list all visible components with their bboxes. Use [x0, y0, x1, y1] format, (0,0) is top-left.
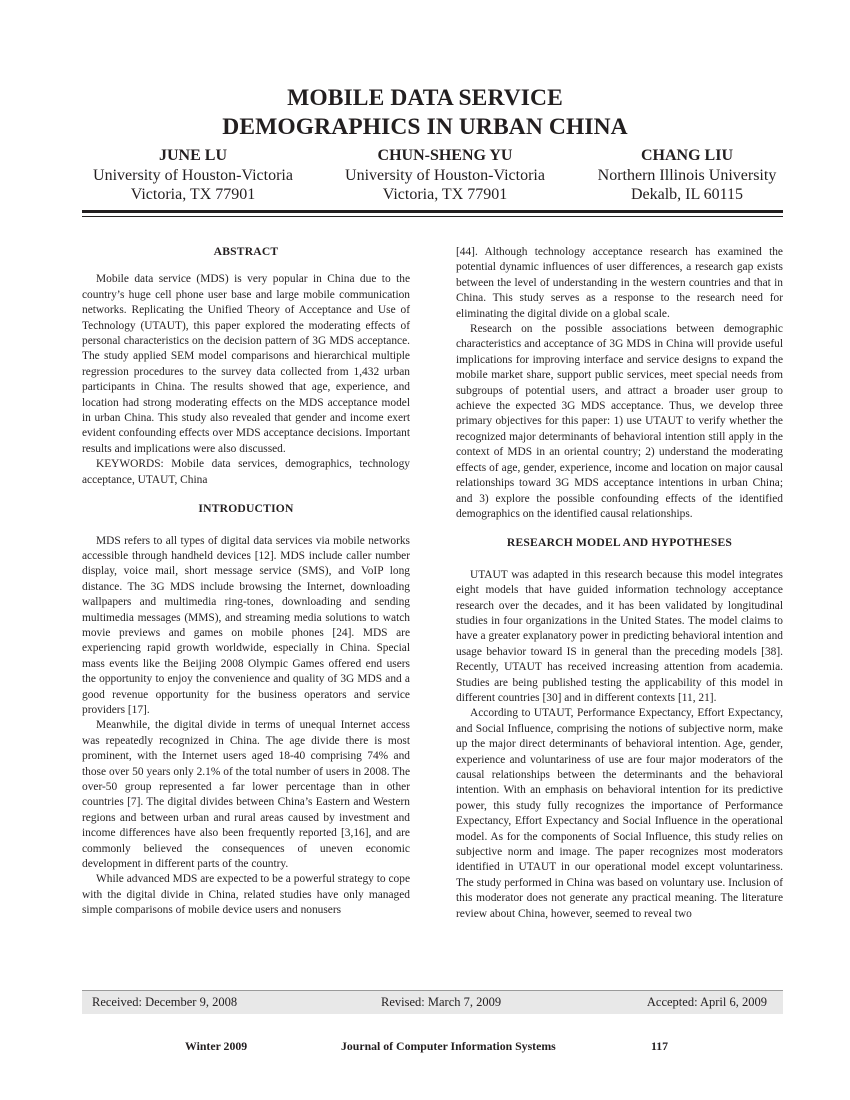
right-paragraph-2: Research on the possible associations between demographic characteristics and acceptance of 3G MDS in China will provide useful implications for improving interface and service designs to expand the mobile market share, support public services, meet special needs from subgroups of potential users, and attract a broader user group to achieve the expected 3G MDS acceptance. Thus, we develop three primary objectives for this paper: 1) use UTAUT to verify whether the recognized major determinants of behavioral intention still apply in the context of MDS in an oriental country; 2) understand the moderating effects of age, gender, experience, income and location on major causal relationships toward 3G MDS acceptance intentions in urban China; and 3) explore the possible confounding effects of the identified demographics on the identified causal relationships. — [456, 323, 783, 520]
research-paragraph-1: UTAUT was adapted in this research because this model integrates eight models that have guided information technology acceptance research over the decades, and it has been validated by longitudinal studies in four organizations in the United States. The model claims to have a greater explanatory power in predicting behavioral intention and usage behavior toward IS in general than the preceding models [38]. Recently, UTAUT has received increasing attention from academia. Studies are being published testing the applicability of this model in different countries [30] and in different contexts [11, 21]. — [456, 568, 783, 704]
intro-paragraph-3: While advanced MDS are expected to be a powerful strategy to cope with the digital divide in China, related studies have only managed simple comparisons of mobile device users and nonusers — [82, 873, 410, 917]
author-affiliation: University of Houston-Victoria — [345, 166, 545, 184]
author-affiliation: University of Houston-Victoria — [93, 166, 293, 184]
keywords: KEYWORDS: Mobile data services, demographics, technology acceptance, UTAUT, China — [82, 458, 410, 486]
header-rule-thin — [82, 216, 783, 217]
author-3 — [579, 146, 795, 205]
author-name: JUNE LU — [158, 147, 227, 164]
right-paragraph-1: [44]. Although technology acceptance research has examined the potential dynamic influences of user differences, a research gap exists between the level of understanding in the western countries and that in China. This study serves as a response to the research need for eliminating the digital divide on a global scale. — [456, 246, 783, 320]
author-address: Victoria, TX 77901 — [130, 186, 256, 203]
revised-date: Revised: March 7, 2009 — [381, 995, 502, 1009]
received-date: Received: December 9, 2008 — [92, 995, 238, 1009]
author-name: CHANG LIU — [640, 147, 733, 164]
author-address: Dekalb, IL 60115 — [630, 186, 744, 203]
header-rule-thick — [82, 210, 783, 213]
title-line-1: MOBILE DATA SERVICE — [287, 85, 563, 111]
research-model-heading: RESEARCH MODEL AND HYPOTHESES — [506, 536, 733, 550]
author-address: Victoria, TX 77901 — [382, 186, 508, 203]
intro-paragraph-2: Meanwhile, the digital divide in terms of unequal Internet access was repeatedly recognized in China. The age divide there is most prominent, with the Internet users aged 18-40 comprising 74% and those over 50 years only 2.1% of the total number of users in 2008. The over-50 group represented a far lower percentage than in other countries [7]. The digital divides between China’s Eastern and Western regions and between urban and rural areas caused by investment and income differences have also been frequently reported [3,16], and are commonly believed the consequences of uneven economic development in different parts of the country. — [82, 719, 410, 871]
author-2 — [331, 146, 559, 205]
intro-paragraph-1: MDS refers to all types of digital data services via mobile networks accessible through handheld devices [12]. MDS include caller number display, voice mail, short message service (SMS), and VoIP long distance. The 3G MDS include browsing the Internet, downloading wallpapers and multimedia ring-tones, downloading and sending multimedia messages (MMS), and streaming media solutions to watch movie previews and games on mobile phones [24]. MDS are experiencing rapid growth worldwide, especially in China. Special mass events like the Beijing 2008 Olympic Games offered end users the opportunity to enjoy the convenience and quality of 3G MDS and a good revenue opportunity for the business operators and service providers [17]. — [82, 534, 410, 716]
research-paragraph-2: According to UTAUT, Performance Expectancy, Effort Expectancy, and Social Influence, comprising the notions of subjective norm, make up the major direct determinants of behavioral intention. Age, gender, experience and voluntariness of use are four major moderators of the causal relationships between the determinants and the behavioral intention. With an emphasis on behavioral intention for its predictive power, this study fully recognizes the importance of Performance Expectancy, Effort Expectancy and Social Influence in the operational model. As for the components of Social Influence, this study relies on subjective norm and image. The paper recognizes most moderators identified in UTAUT in our operational model except voluntariness. The study performed in China was based on voluntary use. Inclusion of this moderator does not generate any practical meaning. The literature review about China, however, seemed to reveal two — [456, 707, 783, 920]
right-column — [456, 245, 783, 922]
author-name: CHUN-SHENG YU — [377, 147, 513, 164]
page-number: 117 — [651, 1039, 669, 1053]
paper-title — [0, 84, 850, 142]
title-line-2: DEMOGRAPHICS IN URBAN CHINA — [222, 114, 628, 140]
running-footer-journal: Journal of Computer Information Systems — [341, 1039, 556, 1053]
introduction-heading: INTRODUCTION — [198, 502, 294, 516]
submission-dates-box — [82, 990, 783, 1014]
accepted-date: Accepted: April 6, 2009 — [646, 995, 767, 1009]
author-block — [75, 146, 795, 202]
author-affiliation: Northern Illinois University — [597, 166, 777, 184]
abstract-heading: ABSTRACT — [213, 245, 279, 258]
left-column — [82, 244, 410, 919]
abstract-body: Mobile data service (MDS) is very popular in China due to the country’s huge cell phone user base and large mobile communication networks. Replicating the Unified Theory of Acceptance and Use of Technology (UTAUT), this paper explored the moderating effects of personal characteristics on the decision pattern of 3G MDS acceptance. The study applied SEM model comparisons and hierarchical multiple regression procedures to the survey data collected from 1,432 urban participants in China. The results showed that age, experience, and location had strong moderating effects on the MDS acceptance model in urban China. This study also revealed that gender and income exert evident confounding effects over MDS acceptance decisions. Important results and implications were also discussed. — [82, 273, 410, 455]
running-footer-issue: Winter 2009 — [185, 1039, 248, 1053]
author-1 — [75, 146, 311, 205]
